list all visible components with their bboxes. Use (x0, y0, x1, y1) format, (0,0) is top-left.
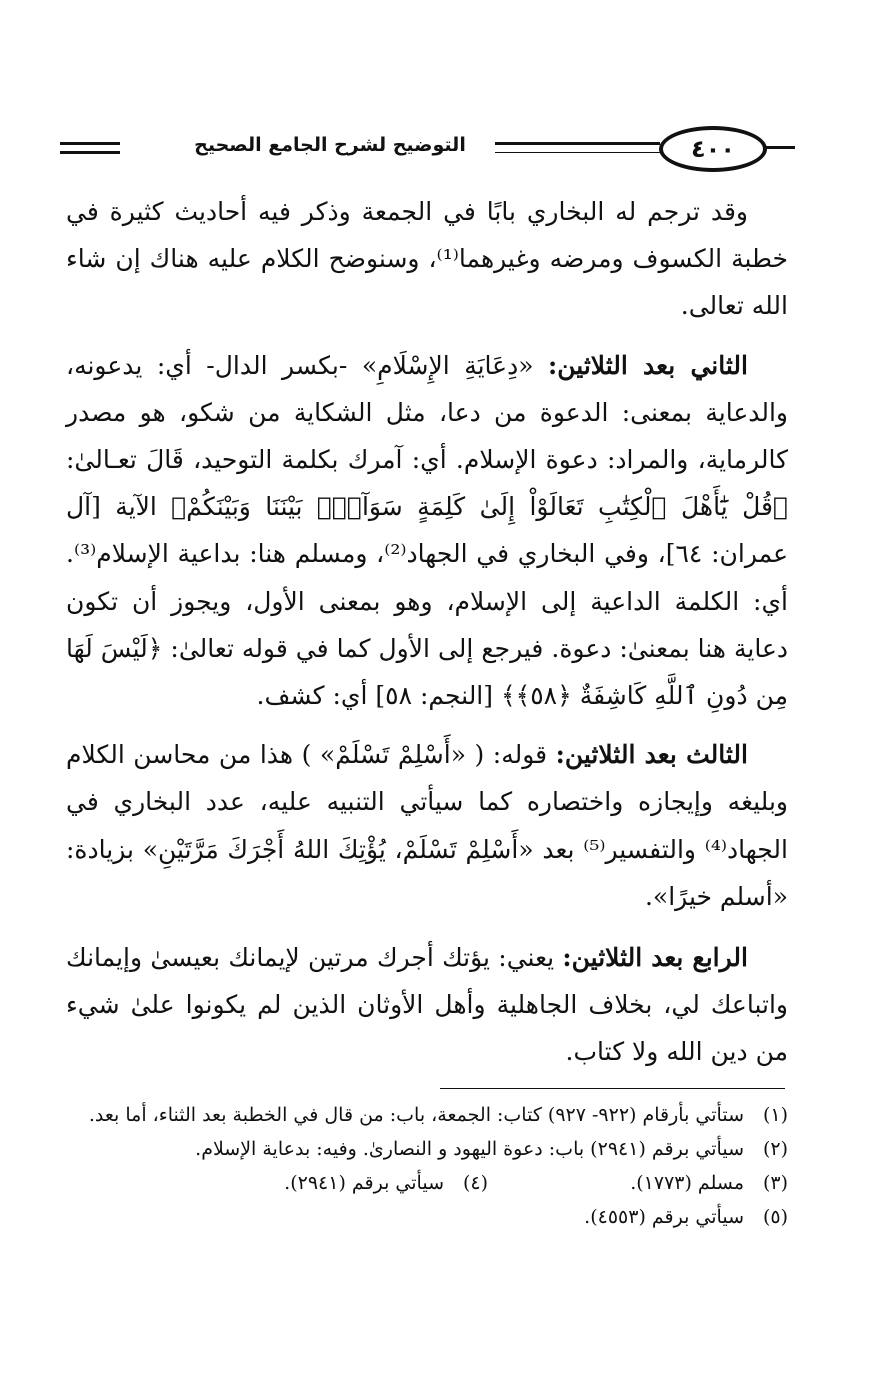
footnote-3-number: (٣) (762, 1172, 788, 1194)
header-rule-left-top (60, 142, 120, 145)
footnote-4-number: (٤) (462, 1172, 488, 1194)
paragraph-4 (66, 934, 788, 1076)
header-rule-middle-bottom (495, 152, 660, 153)
footnote-2 (66, 1132, 788, 1166)
paragraph-2-text: «دِعَايَةِ الإِسْلَامِ» -بكسر الدال- أي: يدعونه، والدعاية بمعنى: الدعوة من دعا، مثل الشكاية من شكو، هو مصدر كالرماية، والمراد: دعوة الإسلام. أي: آمرك بكلمة التوحيد، قَالَ تعـالىٰ: ﴿قُلْ يَٰٓأَهْلَ ٱلْكِتَٰبِ تَعَالَوْاْ إِلَىٰ كَلِمَةٍ سَوَآءٍۭ بَيْنَنَا وَبَيْنَكُمْ﴾ الآية [آل عمران: ٦٤]، وفي البخاري في الجهاد⁽²⁾، ومسلم هنا: بداعية الإسلام⁽³⁾. أي: الكلمة الداعية إلى الإسلام، وهو بمعنى الأول، ويجوز أن تكون دعاية هنا بمعنىٰ: دعوة. فيرجع إلى الأول كما في قوله تعالىٰ: ﴿لَيْسَ لَهَا مِن دُونِ ٱللَّهِ كَاشِفَةٌ ﴿٥٨﴾﴾ [النجم: ٥٨] أي: كشف. (66, 350, 789, 711)
paragraph-3-heading: الثالث بعد الثلاثين: (555, 740, 748, 770)
footnote-5-text: سيأتي برقم (٤٥٥٣). (584, 1206, 744, 1228)
paragraph-2-heading: الثاني بعد الثلاثين: (548, 350, 748, 380)
paragraph-4-heading: الرابع بعد الثلاثين: (562, 943, 748, 973)
paragraph-2 (66, 342, 788, 720)
footnote-4 (188, 1166, 488, 1200)
book-title: التوضيح لشرح الجامع الصحيح (194, 134, 466, 156)
footnotes (66, 1098, 788, 1234)
footnote-2-number: (٢) (762, 1138, 788, 1160)
footnote-3-text: مسلم (١٧٧٣). (630, 1172, 744, 1194)
page-number: ٤٠٠ (691, 135, 735, 163)
footnote-1-number: (١) (762, 1104, 788, 1126)
paragraph-3 (66, 731, 788, 920)
footnote-row-3-4 (66, 1166, 788, 1200)
main-text (66, 188, 788, 1076)
page-header (60, 118, 795, 182)
footnote-1 (66, 1098, 788, 1132)
footnote-4-text: سيأتي برقم (٢٩٤١). (284, 1172, 444, 1194)
paragraph-1: وقد ترجم له البخاري بابًا في الجمعة وذكر فيه أحاديث كثيرة في خطبة الكسوف ومرضه وغيرهما⁽¹⁾، وسنوضح الكلام عليه هناك إن شاء الله تعالى. (66, 197, 788, 321)
footnote-2-text: سيأتي برقم (٢٩٤١) باب: دعوة اليهود و النصارىٰ. وفيه: بدعاية الإسلام. (195, 1138, 744, 1160)
footnote-separator (440, 1088, 785, 1089)
footnote-5 (66, 1200, 788, 1234)
paragraph-3-text: قوله: ( «أَسْلِمْ تَسْلَمْ» ) هذا من محاسن الكلام وبليغه وإيجازه واختصاره كما سيأتي التنبيه عليه، عدد البخاري في الجهاد⁽⁴⁾ والتفسير⁽⁵⁾ بعد «أَسْلِمْ تَسْلَمْ، يُؤْتِكَ اللهُ أَجْرَكَ مَرَّتَيْنِ» بزيادة: «أسلم خيرًا». (66, 740, 788, 911)
header-rule-middle-top (495, 142, 660, 145)
footnote-5-number: (٥) (762, 1206, 788, 1228)
footnote-1-text: ستأتي بأرقام (٩٢٢- ٩٢٧) كتاب: الجمعة، باب: من قال في الخطبة بعد الثناء، أما بعد. (88, 1104, 744, 1126)
footnote-3 (488, 1166, 788, 1200)
paragraph-4-text: يعني: يؤتك أجرك مرتين لإيمانك بعيسىٰ وإيمانك واتباعك لي، بخلاف الجاهلية وأهل الأوثان الذين لم يكونوا علىٰ شيء من دين الله ولا كتاب. (66, 943, 788, 1067)
page-number-badge (659, 126, 767, 172)
header-rule-left-bottom (60, 151, 120, 154)
